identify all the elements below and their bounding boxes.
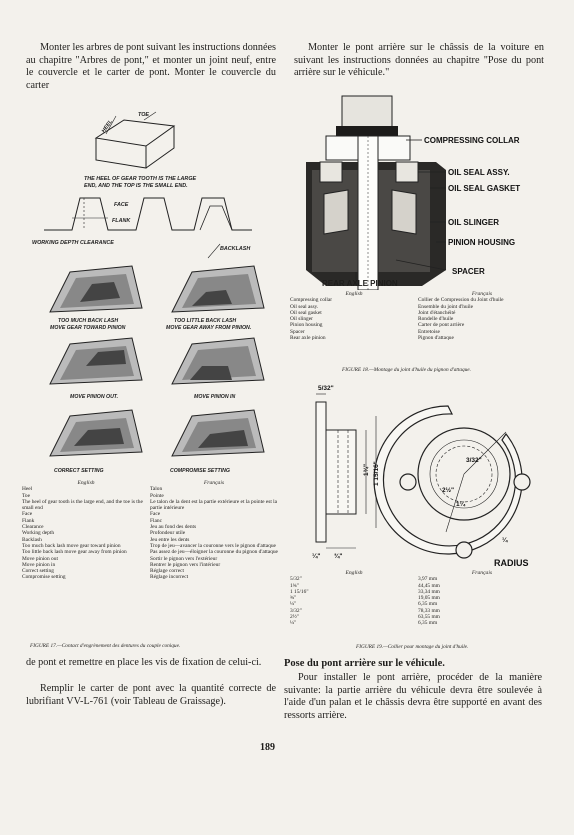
fig19-legend-french: 78,33 mm	[418, 607, 440, 614]
move-pinion-out-label: MOVE PINION OUT.	[70, 394, 119, 400]
fig17-legend-english: Too little back lash move gear away from pinion	[22, 549, 127, 556]
dim-1-1-4-radius: 1¼	[456, 501, 466, 508]
toe-label: TOE	[138, 112, 149, 118]
heel-toe-note-1: THE HEEL OF GEAR TOOTH IS THE LARGE	[84, 176, 197, 182]
fig17-legend-english: Working depth	[22, 530, 55, 537]
rear-axle-pinion-label: REAR AXLE PINION	[322, 279, 398, 288]
gear-tooth-contact-figure	[24, 98, 284, 481]
heel-label: HEEL	[100, 118, 115, 135]
spacer-label: SPACER	[452, 267, 485, 276]
fig17-legend-french: Réglage correct	[150, 568, 184, 575]
right-top-paragraph: Monter le pont arrière sur le châssis de la voiture en suivant les instructions données au chapitre "Pose du pont arrière sur le véhicule."	[294, 42, 544, 79]
fig19-legend-header-french: Français	[471, 570, 493, 576]
fig19-legend-english: ¾"	[290, 595, 297, 602]
fig17-legend-row	[22, 549, 278, 555]
dim-3-32: 3/32"	[466, 457, 482, 464]
fig19-legend-french: 19,05 mm	[418, 595, 440, 602]
page-number: 189	[260, 742, 275, 753]
fig17-legend-english: Flank	[22, 517, 35, 524]
fig18-legend-header-english: English	[345, 291, 363, 297]
clearance-label: CLEARANCE	[80, 240, 114, 246]
fig17-legend-english: Heel	[22, 486, 33, 493]
fig18-legend	[290, 291, 546, 341]
fig17-legend-french: Réglage incorrect	[150, 574, 189, 581]
left-bottom-paragraph-1: de pont et remettre en place les vis de fixation de celui-ci.	[26, 657, 262, 668]
legend-header-french: Français	[203, 480, 225, 486]
fig18-legend-french: Rondelle d'huile	[418, 316, 454, 323]
fig19-legend-english: ¼"	[290, 620, 297, 627]
fig18-legend-french: Pignon d'attaque	[418, 335, 454, 342]
fig19-caption: FIGURE 19.—Collier pour montage du joint d'huile.	[356, 644, 469, 650]
fig17-legend-english: Clearance	[22, 524, 44, 531]
dim-1-4-side: ¼"	[312, 553, 321, 560]
fig17-legend-french: Pointe	[150, 492, 164, 499]
fig17-legend-french: Sortir le pignon vers l'extérieur	[150, 555, 218, 562]
fig17-legend-french: Trop de jeu—avancer la couronne vers le pignon d'attaque	[150, 542, 276, 549]
fig18-legend-french: Ensemble du joint d'huile	[418, 303, 474, 310]
fig18-legend-english: Pinion housing	[290, 322, 323, 329]
fig17-legend-french: Face	[150, 511, 161, 518]
fig19-legend-english: 1 15/16"	[290, 588, 309, 595]
compressing-collar-label: COMPRESSING COLLAR	[424, 136, 520, 145]
fig17-caption: FIGURE 17.—Contact d'engrènement des dentures du couple conique.	[30, 643, 181, 649]
too-little-backlash-label-1: TOO LITTLE BACK LASH	[174, 318, 237, 324]
fig18-legend-english: Compressing collar	[290, 297, 333, 304]
pinion-housing-label: PINION HOUSING	[448, 238, 516, 247]
fig18-legend-english: Spacer	[290, 328, 305, 335]
fig19-legend	[290, 570, 546, 627]
left-top-paragraph: Monter les arbres de pont suivant les instructions données au chapitre "Arbres de pont," et monter un joint neuf, entre le couvercle et le carter de pont. Monter le couvercle du carter	[26, 42, 276, 91]
heel-toe-note-2: END, AND THE TOP IS THE SMALL END.	[84, 183, 188, 189]
oil-seal-collar-figure	[296, 382, 558, 568]
fig19-legend-french: 6,35 mm	[418, 620, 438, 627]
fig19-legend-english: 1¾"	[290, 582, 299, 589]
fig18-legend-french: Carter de pont arrière	[418, 322, 465, 329]
fig18-legend-french: Entretoise	[418, 328, 440, 335]
fig17-legend-french: Pas assez de jeu—éloigner la couronne du pignon d'attaque	[150, 549, 278, 556]
fig19-legend-english: 5/32"	[290, 576, 302, 583]
fig17-legend-french: Jeu entre les dents	[150, 536, 190, 543]
fig19-legend-english: 2½"	[290, 614, 299, 621]
too-much-backlash-label-2: MOVE GEAR TOWARD PINION	[50, 325, 126, 331]
dim-3-4: ¾"	[334, 553, 343, 560]
fig18-legend-english: Oil seal assy.	[290, 303, 319, 310]
fig17-legend-english: Move pinion out	[22, 555, 58, 562]
fig19-legend-french: 63,55 mm	[418, 614, 440, 621]
fig19-legend-french: 6,35 mm	[418, 601, 438, 608]
fig17-legend-english: Face	[22, 511, 33, 518]
fig18-legend-english: Oil seal gasket	[290, 309, 322, 316]
fig19-legend-french: 3,97 mm	[418, 576, 438, 583]
radius-label: RADIUS	[494, 558, 529, 568]
fig18-caption: FIGURE 18.—Montage du joint d'huile du pignon d'attaque.	[342, 367, 471, 373]
fig17-legend-french: Rentrer le pignon vers l'intérieur	[150, 561, 221, 568]
fig17-legend-french: Talon	[150, 486, 163, 493]
fig18-legend-english: Oil slinger	[290, 316, 313, 323]
section-heading: Pose du pont arrière sur le véhicule.	[284, 658, 445, 669]
backlash-label: BACKLASH	[220, 246, 251, 252]
dim-1-4-radius: ¼	[502, 537, 508, 544]
fig17-legend-row	[22, 574, 278, 580]
fig17-legend-french: Le talon de la dent est la partie extérieure et la pointe est la partie intérieure	[150, 498, 278, 512]
dim-1-15-16: 1 15/16"	[373, 461, 380, 486]
fig17-legend-english: Toe	[22, 492, 31, 499]
fig18-legend-french: Collier de Compression du Joint d'huile	[418, 297, 504, 304]
fig17-legend-english: Too much back lash move gear toward pinion	[22, 542, 121, 549]
pinion-oil-seal-figure	[296, 90, 558, 290]
fig17-legend-english: Correct setting	[22, 568, 54, 575]
legend-header-english: English	[77, 480, 95, 486]
fig19-legend-french: 33,34 mm	[418, 588, 440, 595]
fig17-legend-french: Jeu au fond des dents	[150, 524, 197, 531]
dim-5-32-side: 5/32"	[318, 385, 334, 392]
oil-slinger-label: OIL SLINGER	[448, 218, 499, 227]
flank-label: FLANK	[112, 218, 131, 224]
fig18-legend-french: Joint d'étanchéité	[418, 309, 456, 316]
fig18-legend-header-french: Français	[471, 291, 493, 297]
fig19-legend-row	[290, 620, 546, 626]
working-depth-label: WORKING DEPTH	[32, 240, 79, 246]
compromise-setting-label: COMPROMISE SETTING	[170, 468, 230, 474]
fig17-legend-english: Move pinion in	[22, 561, 56, 568]
fig17-legend-english: The heel of gear tooth is the large end, and the toe is the small end	[22, 498, 143, 512]
fig18-legend-row	[290, 335, 546, 341]
dim-2-1-2: 2½"	[442, 487, 455, 494]
fig18-legend-english: Rear axle pinion	[290, 335, 326, 342]
face-label: FACE	[114, 202, 129, 208]
fig17-legend-english: Compromise setting	[22, 574, 66, 581]
dim-1-3-4: 1¾"	[363, 463, 370, 476]
contact-pattern-grid	[50, 266, 264, 456]
oil-seal-assy-label: OIL SEAL ASSY.	[448, 168, 510, 177]
too-much-backlash-label-1: TOO MUCH BACK LASH	[58, 318, 119, 324]
fig19-legend-french: 44,45 mm	[418, 582, 440, 589]
left-bottom-paragraph-2: Remplir le carter de pont avec la quantité correcte de lubrifiant VV-L-761 (voir Tableau de Graissage).	[26, 683, 276, 707]
oil-seal-gasket-label: OIL SEAL GASKET	[448, 184, 521, 193]
fig17-legend	[22, 480, 278, 581]
fig19-legend-header-english: English	[345, 570, 363, 576]
fig19-legend-english: ¼"	[290, 601, 297, 608]
fig17-legend-french: Profondeur utile	[150, 530, 186, 537]
fig19-legend-english: 3/32"	[290, 607, 302, 614]
correct-setting-label: CORRECT SETTING	[54, 468, 104, 474]
fig17-legend-row	[22, 499, 278, 512]
move-pinion-in-label: MOVE PINION IN	[194, 394, 236, 400]
fig17-legend-french: Flanc	[150, 517, 162, 524]
fig17-legend-english: Backlash	[22, 536, 42, 543]
too-little-backlash-label-2: MOVE GEAR AWAY FROM PINION.	[166, 325, 252, 331]
right-bottom-paragraph: Pour installer le pont arrière, procéder de la manière suivante: la partie arrière du véhicule devra être soulevée à l'aide d'un palan et le châssis devra être supporté en avant des ressorts arrière.	[284, 672, 542, 721]
